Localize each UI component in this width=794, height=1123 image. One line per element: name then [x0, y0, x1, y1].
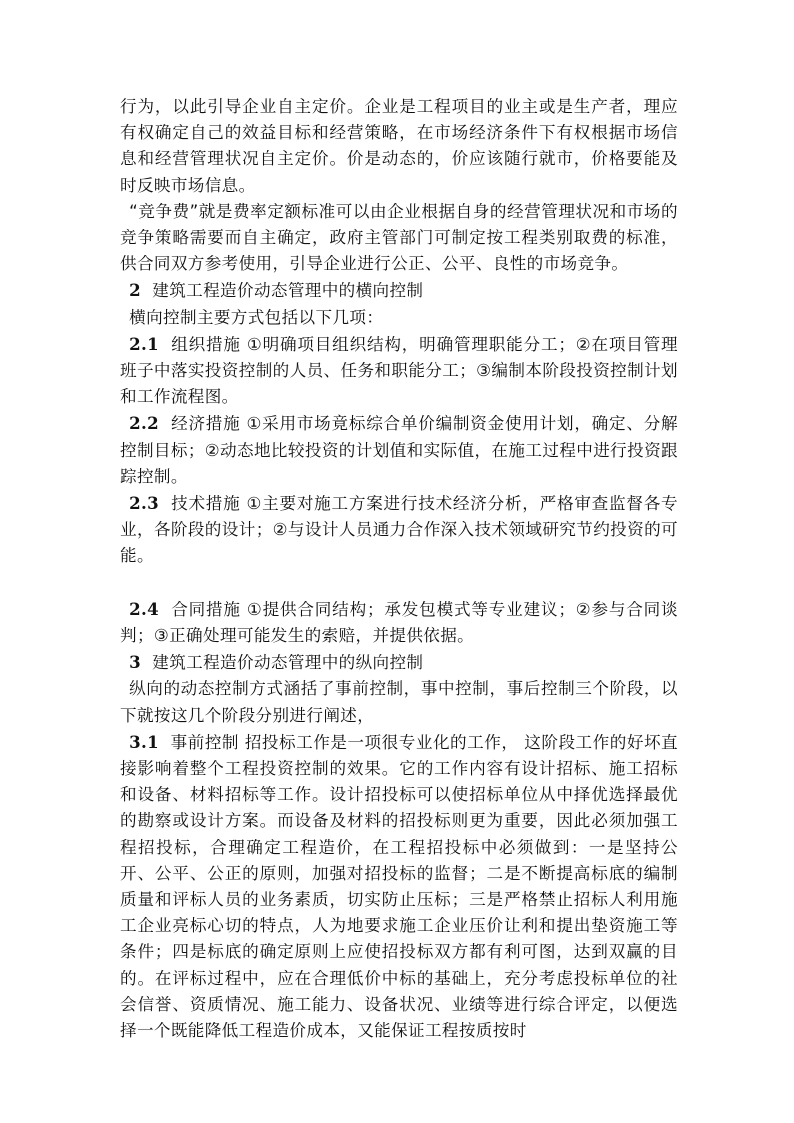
section-heading-3 — [120, 649, 678, 676]
paragraph-2-4 — [120, 596, 678, 649]
section-number: 2 — [129, 280, 142, 301]
section-title: 建筑工程造价动态管理中的横向控制 — [152, 281, 424, 301]
section-number: 3.1 — [129, 731, 160, 752]
paragraph-text: 合同措施 ①提供合同结构；承发包模式等专业建议；②参与合同谈判；③正确处理可能发生的索赔，并提供依据。 — [120, 599, 679, 646]
paragraph-horizontal-intro: 横向控制主要方式包括以下几项： — [129, 307, 384, 327]
paragraph-text: 事前控制 招投标工作是一项很专业化的工作， 这阶段工作的好坏直接影响着整个工程投资控制的效果。它的工作内容有设计招标、施工招标和设备、材料招标等工作。设计招投标可以使招标单位从中择优选择最优的勘察或设计方案。而设备及材料的招投标则更为重要，因此必须加强工程招投标，合理确定工程造价，在工程招投标中必须做到：一是坚持公开、公平、公正的原则，加强对招投标的监督；二是不断提高标底的编制质量和评标人员的业务素质，切实防止压标；三是严格禁止招标人利用施工企业亮标心切的特点，人为地要求施工企业压价让利和提出垫资施工等条件；四是标底的确定原则上应使招投标双方都有利可图，达到双赢的目的。在评标过程中，应在合理低价中标的基础上，充分考虑投标单位的社会信誉、资质情况、施工能力、设备状况、业绩等进行综合评定，以便选择一个既能降低工程造价成本，又能保证工程按质按时 — [120, 732, 679, 1041]
blank-line — [120, 570, 678, 596]
paragraph-2-3 — [120, 490, 678, 570]
paragraph-vertical-intro: 纵向的动态控制方式涵括了事前控制，事中控制，事后控制三个阶段，以下就按这几个阶段分别进行阐述， — [120, 679, 678, 725]
paragraph-2-1 — [120, 331, 678, 411]
section-number: 2.1 — [129, 333, 160, 354]
section-title: 建筑工程造价动态管理中的纵向控制 — [152, 653, 424, 673]
paragraph-competition-fee: “竞争费”就是费率定额标准可以由企业根据自身的经营管理状况和市场的竞争策略需要而自主确定，政府主管部门可制定按工程类别取费的标准，供合同双方参考使用，引导企业进行公正、公平、良性的市场竞争。 — [120, 201, 678, 274]
paragraph-text: 组织措施 ①明确项目组织结构，明确管理职能分工；②在项目管理班子中落实投资控制的人员、任务和职能分工；③编制本阶段投资控制计划和工作流程图。 — [120, 334, 679, 407]
paragraph-text: 技术措施 ①主要对施工方案进行技术经济分析，严格审查监督各专业，各阶段的设计；②与设计人员通力合作深入技术领域研究节约投资的可能。 — [120, 494, 679, 566]
section-number: 2.4 — [129, 598, 160, 619]
section-number: 3 — [129, 652, 142, 673]
section-heading-2 — [120, 277, 678, 304]
document-page — [120, 94, 678, 1044]
section-number: 2.3 — [129, 493, 160, 514]
paragraph-2-2 — [120, 410, 678, 490]
paragraph-pricing: 行为，以此引导企业自主定价。企业是工程项目的业主或是生产者，理应有权确定自己的效益目标和经营策略，在市场经济条件下有权根据市场信息和经营管理状况自主定价。价是动态的，价应该随行就市，价格要能及时反映市场信息。 — [120, 97, 678, 195]
paragraph-text: 经济措施 ①采用市场竟标综合单价编制资金使用计划，确定、分解控制目标；②动态地比较投资的计划值和实际值，在施工过程中进行投资跟踪控制。 — [120, 414, 679, 486]
section-number: 2.2 — [129, 413, 160, 434]
paragraph-3-1 — [120, 729, 678, 1044]
